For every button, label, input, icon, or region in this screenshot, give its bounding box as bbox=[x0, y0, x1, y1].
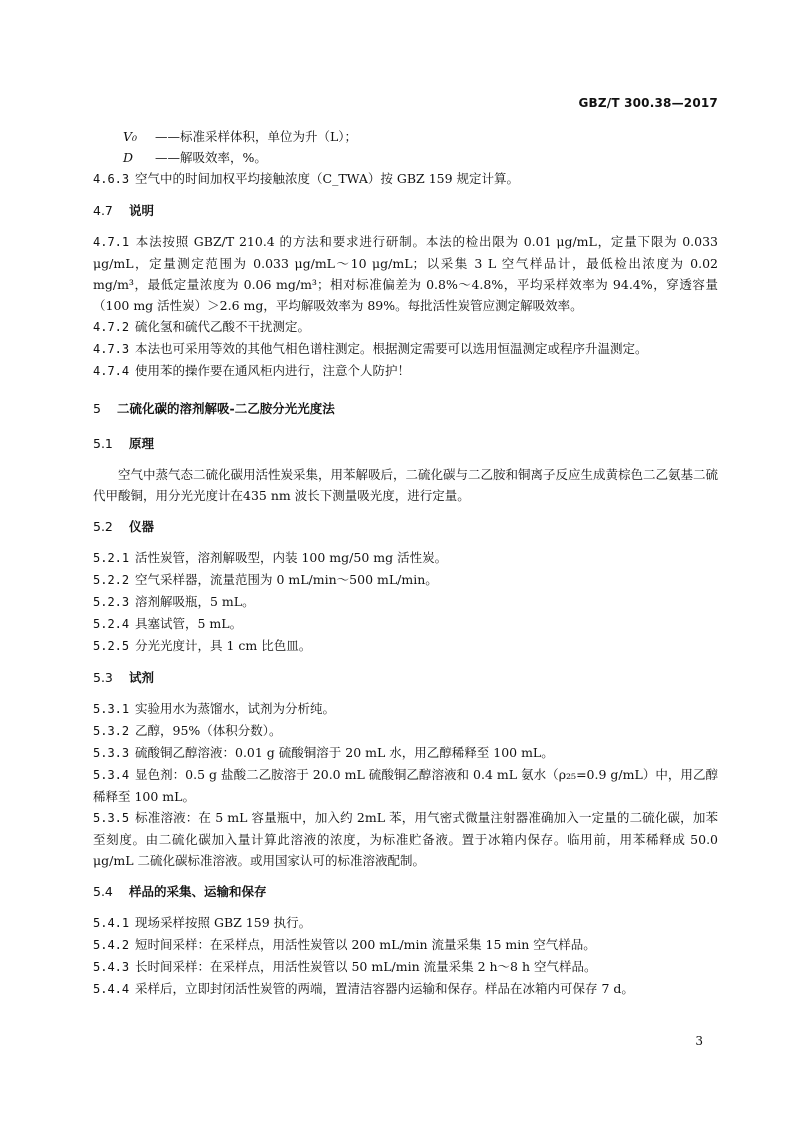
symbol-def-v0 bbox=[93, 126, 718, 147]
clause-number: 5.2.4 bbox=[93, 617, 130, 631]
heading-number: 5.2 bbox=[93, 519, 113, 534]
clause-number: 5.4.4 bbox=[93, 982, 130, 996]
clause-number: 5.4.3 bbox=[93, 960, 130, 974]
clause-5-2-3 bbox=[93, 591, 718, 613]
heading-title: 二硫化碳的溶剂解吸-二乙胺分光光度法 bbox=[117, 401, 335, 416]
clause-5-3-4 bbox=[93, 764, 718, 807]
clause-number: 4.7.1 bbox=[93, 235, 130, 249]
heading-5-4 bbox=[93, 881, 718, 902]
clause-text: 空气中的时间加权平均接触浓度（C_TWA）按 GBZ 159 规定计算。 bbox=[135, 171, 520, 186]
clause-text: 溶剂解吸瓶，5 mL。 bbox=[135, 594, 255, 609]
heading-4-7 bbox=[93, 200, 718, 221]
clause-number: 5.4.1 bbox=[93, 916, 130, 930]
heading-title: 仪器 bbox=[129, 519, 155, 534]
clause-number: 5.3.4 bbox=[93, 768, 130, 782]
clause-text: 采样后，立即封闭活性炭管的两端，置清洁容器内运输和保存。样品在冰箱内可保存 7 d。 bbox=[135, 981, 634, 996]
symbol: V₀ bbox=[123, 129, 138, 144]
heading-5-1 bbox=[93, 433, 718, 454]
symbol-desc: ——标准采样体积，单位为升（L）； bbox=[155, 129, 358, 144]
heading-number: 5.3 bbox=[93, 670, 113, 685]
clause-number: 4.7.2 bbox=[93, 320, 130, 334]
clause-5-2-5 bbox=[93, 635, 718, 657]
clause-text: 短时间采样：在采样点，用活性炭管以 200 mL/min 流量采集 15 min 空气样品。 bbox=[135, 937, 596, 952]
clause-number: 5.3.5 bbox=[93, 811, 130, 825]
clause-5-4-2 bbox=[93, 934, 718, 956]
clause-number: 5.2.5 bbox=[93, 639, 130, 653]
clause-text: 本法按照 GBZ/T 210.4 的方法和要求进行研制。本法的检出限为 0.01 μg/mL，定量下限为 0.033 μg/mL，定量测定范围为 0.033 μg/mL～10 μg/mL；以采集 3 L 空气样品计，最低检出浓度为 0.02 mg/m³，最低定量浓度为 0.06 mg/m³；相对标准偏差为 0.8%～4.8%，平均采样效率为 94.4%，穿透容量（100 mg 活性炭）＞2.6 mg，平均解吸效率为 89%。每批活性炭管应测定解吸效率。 bbox=[93, 234, 718, 313]
heading-title: 说明 bbox=[129, 203, 155, 218]
clause-number: 5.3.3 bbox=[93, 746, 130, 760]
clause-5-3-3 bbox=[93, 742, 718, 764]
clause-4-7-2 bbox=[93, 316, 718, 338]
clause-number: 5.3.2 bbox=[93, 724, 130, 738]
clause-number: 4.6.3 bbox=[93, 172, 130, 186]
symbol-desc: ——解吸效率，%。 bbox=[155, 150, 267, 165]
page-number: 3 bbox=[695, 1034, 703, 1048]
clause-number: 5.4.2 bbox=[93, 938, 130, 952]
document-body bbox=[93, 126, 718, 1000]
clause-text: 长时间采样：在采样点，用活性炭管以 50 mL/min 流量采集 2 h～8 h 空气样品。 bbox=[135, 959, 597, 974]
standard-code: GBZ/T 300.38—2017 bbox=[578, 96, 718, 110]
clause-5-3-1 bbox=[93, 698, 718, 720]
clause-number: 5.3.1 bbox=[93, 702, 130, 716]
symbol-def-d bbox=[93, 147, 718, 168]
clause-text: 硫化氢和硫代乙酸不干扰测定。 bbox=[135, 319, 311, 334]
clause-text: 活性炭管，溶剂解吸型，内装 100 mg/50 mg 活性炭。 bbox=[135, 550, 448, 565]
clause-5-4-1 bbox=[93, 912, 718, 934]
heading-number: 5.4 bbox=[93, 884, 113, 899]
symbol: D bbox=[123, 150, 134, 165]
clause-text: 空气采样器，流量范围为 0 mL/min～500 mL/min。 bbox=[135, 572, 438, 587]
clause-text: 现场采样按照 GBZ 159 执行。 bbox=[135, 915, 312, 930]
clause-text: 乙醇，95%（体积分数）。 bbox=[135, 723, 282, 738]
clause-text: 显色剂：0.5 g 盐酸二乙胺溶于 20.0 mL 硫酸铜乙醇溶液和 0.4 mL 氨水（ρ₂₅=0.9 g/mL）中，用乙醇稀释至 100 mL。 bbox=[93, 767, 718, 804]
clause-text: 标准溶液：在 5 mL 容量瓶中，加入约 2mL 苯，用气密式微量注射器准确加入一定量的二硫化碳，加苯至刻度。由二硫化碳加入量计算此溶液的浓度，为标准贮备液。置于冰箱内保存。临用前，用苯稀释成 50.0 μg/mL 二硫化碳标准溶液。或用国家认可的标准溶液配制。 bbox=[93, 810, 718, 868]
heading-title: 试剂 bbox=[129, 670, 155, 685]
heading-number: 5.1 bbox=[93, 436, 113, 451]
clause-4-7-1 bbox=[93, 231, 718, 316]
heading-5-3 bbox=[93, 667, 718, 688]
clause-text: 硫酸铜乙醇溶液：0.01 g 硫酸铜溶于 20 mL 水，用乙醇稀释至 100 mL。 bbox=[135, 745, 554, 760]
clause-number: 4.7.3 bbox=[93, 342, 130, 356]
clause-5-3-5 bbox=[93, 807, 718, 871]
clause-5-2-4 bbox=[93, 613, 718, 635]
clause-text: 使用苯的操作要在通风柜内进行，注意个人防护！ bbox=[135, 363, 411, 378]
clause-text: 实验用水为蒸馏水，试剂为分析纯。 bbox=[135, 701, 336, 716]
clause-5-2-2 bbox=[93, 569, 718, 591]
heading-title: 样品的采集、运输和保存 bbox=[129, 884, 267, 899]
clause-5-3-2 bbox=[93, 720, 718, 742]
clause-text: 本法也可采用等效的其他气相色谱柱测定。根据测定需要可以选用恒温测定或程序升温测定。 bbox=[135, 341, 648, 356]
heading-number: 4.7 bbox=[93, 203, 113, 218]
clause-5-4-4 bbox=[93, 978, 718, 1000]
heading-title: 原理 bbox=[129, 436, 155, 451]
clause-4-6-3 bbox=[93, 168, 718, 190]
clause-number: 5.2.3 bbox=[93, 595, 130, 609]
clause-text: 具塞试管，5 mL。 bbox=[135, 616, 243, 631]
heading-number: 5 bbox=[93, 401, 101, 416]
clause-number: 5.2.1 bbox=[93, 551, 130, 565]
heading-5-2 bbox=[93, 516, 718, 537]
clause-4-7-3 bbox=[93, 338, 718, 360]
clause-5-2-1 bbox=[93, 547, 718, 569]
clause-5-4-3 bbox=[93, 956, 718, 978]
clause-number: 4.7.4 bbox=[93, 364, 130, 378]
clause-4-7-4 bbox=[93, 360, 718, 382]
paragraph-5-1: 空气中蒸气态二硫化碳用活性炭采集，用苯解吸后，二硫化碳与二乙胺和铜离子反应生成黄棕色二乙氨基二硫代甲酸铜，用分光光度计在435 nm 波长下测量吸光度，进行定量。 bbox=[93, 467, 719, 503]
heading-5 bbox=[93, 398, 718, 419]
clause-text: 分光光度计，具 1 cm 比色皿。 bbox=[135, 638, 312, 653]
clause-number: 5.2.2 bbox=[93, 573, 130, 587]
